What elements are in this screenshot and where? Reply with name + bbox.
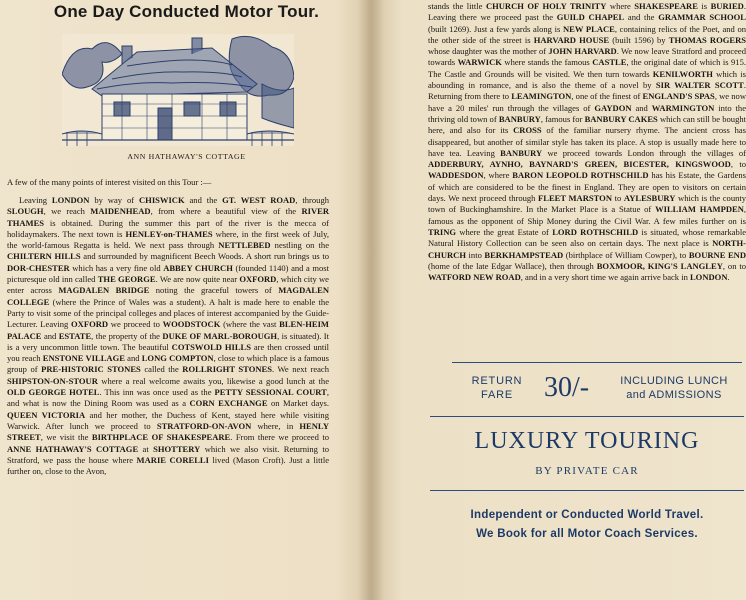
tour-description-right: stands the little CHURCH OF HOLY TRINITY where SHAKESPEARE is BURIED. Leaving there we proceed past the GUILD CHAPEL and the GRAMMAR SCHOOL (built 1269). Just a few yards along is NEW PLACE, containing relics of the Poet, and on the other side of the street is HARVARD HOUSE (built 1596) by THOMAS ROGERS whose daughter was the mother of JOHN HARVARD. We now leave Stratford and proceed towards WARWICK where stands the famous CASTLE, the original date of which is 915. The Castle and Grounds will be visited. We then turn towards KENILWORTH which is abounding in romance, and is also the theme of a novel by SIR WALTER SCOTT. Returning from there to LEAMINGTON, one of the finest of ENGLAND'S SPAS, we now have a 20 miles' run through the villages of GAYDON and WARMINGTON into the thriving old town of BANBURY, famous for BANBURY CAKES which can still be bought here, and also for its CROSS of the familiar nursery rhyme. The ancient cross has disappeared, but another of similar style has taken its place. A stop is usually made here to have tea. Leaving BANBURY we proceed towards London through the villages of ADDERBURY, AYNHO, BAYNARD'S GREEN, BICESTER, KINGSWOOD, to WADDESDON, where BARON LEOPOLD ROTHSCHILD has his Estate, the Gardens of which are considered to be the finest in England. They are open to visitors on certain days. We next proceed through FLEET MARSTON to AYLESBURY which is the county town of Buckinghamshire. In the Market Place is a Statue of WILLIAM HAMPDEN, famous as the opponent of Ship Money during the Civil War. A few miles further on is TRING where the great Estate of LORD ROTHSCHILD is situated, whose remarkable Natural History Collection can be seen also on certain days. The next place is NORTH-CHURCH into BERKHAMPSTEAD (birthplace of William Cowper), to BOURNE END (home of the late Edgar Wallace), then through BOXMOOR, KING'S LANGLEY, on to WATFORD NEW ROAD, and in a very short time we again arrive back in LONDON.: [428, 1, 746, 283]
including-label: INCLUDING LUNCH and ADMISSIONS: [620, 375, 728, 401]
return-fare-label: RETURN FARE: [471, 375, 523, 401]
luxury-heading: LUXURY TOURING: [474, 428, 700, 454]
page-title: One Day Conducted Motor Tour.: [53, 2, 320, 21]
image-caption: ANN HATHAWAY'S COTTAGE: [127, 152, 246, 161]
cottage-illustration: [62, 34, 294, 146]
divider-top: [452, 362, 742, 363]
price-box: [440, 366, 740, 412]
tour-description-left: Leaving LONDON by way of CHISWICK and the GT. WEST ROAD, through SLOUGH, we reach MAIDENHEAD, from where a beautiful view of the RIVER THAMES is obtained. During the summer this part of the river is the mecca of holidaymakers. The next town is HENLEY-on-THAMES where, in the first week of July, the world-famous Regatta is held. We next pass through NETTLEBED nestling on the CHILTERN HILLS and surrounded by magnificent Beech Woods. A short run brings us to DOR-CHESTER which has a very fine old ABBEY CHURCH (founded 1140) and a most picturesque old inn called THE GEORGE. We are now quite near OXFORD, which city we enter across MAGDALEN BRIDGE noting the graceful towers of MAGDALEN COLLEGE (where the Prince of Wales was a student). A halt is made here to enable the Party to visit some of the principal colleges and places of interest accompanied by the Guide-Lecturer. Leaving OXFORD we proceed to WOODSTOCK (where the vast BLEN-HEIM PALACE and ESTATE, the property of the DUKE OF MARL-BOROUGH, is situated). It is a very uncommon little town. The beautiful COTSWOLD HILLS are then crossed until you reach ENSTONE VILLAGE and LONG COMPTON, close to which place is a famous group of PRE-HISTORIC STONES called the ROLLRIGHT STONES. We next reach SHIPSTON-ON-STOUR where a real welcome awaits you, likewise a good lunch at the OLD GEORGE HOTEL. This inn was once used as the PETTY SESSIONAL COURT, and what is now the Dining Room was used as a CORN EXCHANGE on Market days. QUEEN VICTORIA and her mother, the Duchess of Kent, stayed here while visiting Warwick. After lunch we proceed to STRATFORD-ON-AVON where, in HENLY STREET, we visit the BIRTHPLACE OF SHAKESPEARE. From there we proceed to ANNE HATHAWAY'S COTTAGE at SHOTTERY which we also visit. Returning to Stratford, we pass the house where MARIE CORELLI lived (Mason Croft). Just a little further on, close to the Avon,: [7, 195, 330, 477]
intro-text: A few of the many points of interest visited on this Tour :—: [7, 177, 212, 187]
fare-amount: 30/-: [544, 372, 590, 403]
by-private-car: BY PRIVATE CAR: [535, 465, 639, 477]
advert-world-travel: Independent or Conducted World Travel.: [470, 509, 704, 521]
advert-coach-services: We Book for all Motor Coach Services.: [476, 528, 698, 540]
divider-lower: [430, 490, 744, 491]
divider-middle: [430, 416, 744, 417]
page-fold: [358, 0, 384, 600]
